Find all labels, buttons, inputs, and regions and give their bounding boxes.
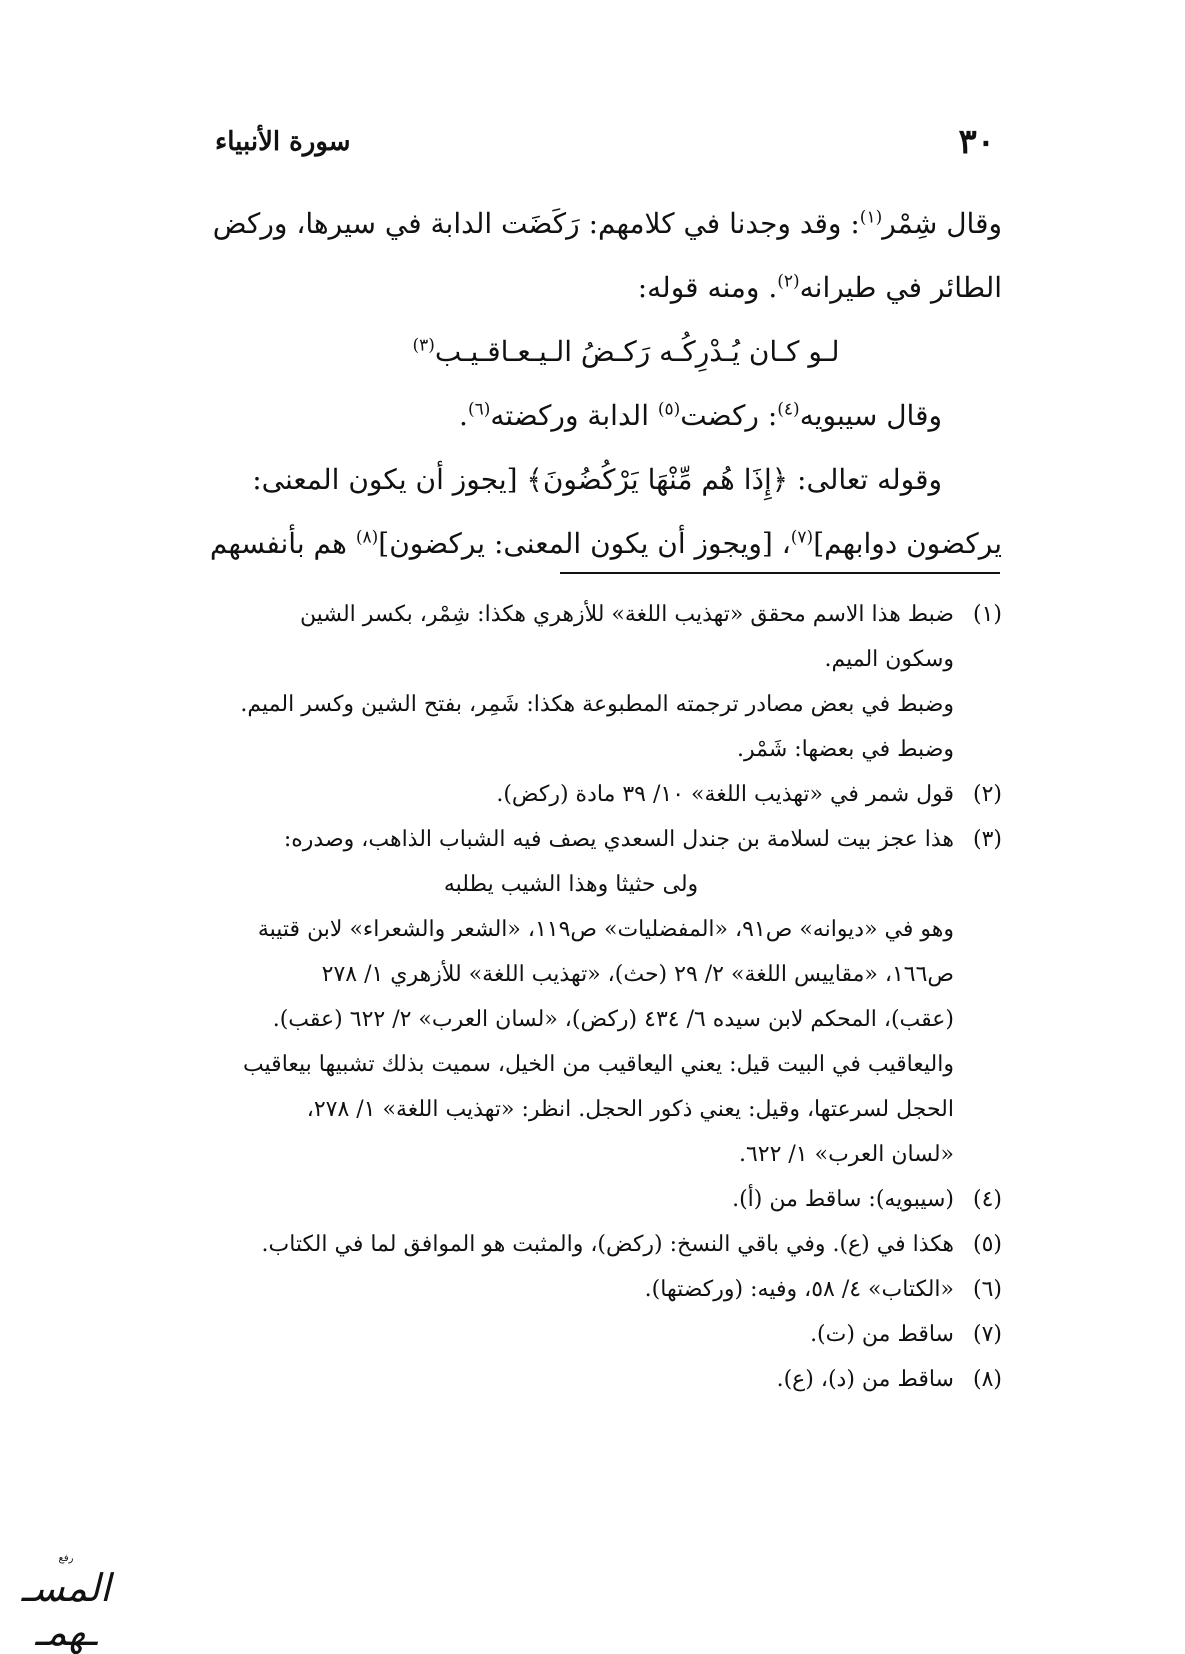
footnote-line: (٨)ساقط من (د)، (ع).: [776, 1367, 1002, 1392]
footnote-line: (٤)(سيبويه): ساقط من (أ).: [732, 1187, 1002, 1212]
footnote-line: (٣)هذا عجز بيت لسلامة بن جندل السعدي يصف فيه الشباب الذاهب، وصدره:: [283, 827, 1002, 852]
footnote-line: «لسان العرب» ١/ ٦٢٢.: [738, 1142, 954, 1167]
footnote-line: (٢)قول شمر في «تهذيب اللغة» ١٠/ ٣٩ مادة (ركض).: [496, 782, 1002, 807]
verse-line: لـو كـان يُـدْرِكُـه رَكـضُ الـيـعـاقـيـب$^{(٣)}$: [412, 335, 840, 368]
body-line: يركضون دوابهم]$^{(٧)}$، [ويجوز أن يكون المعنى: يركضون]$^{(٨)}$ هم بأنفسهم: [209, 527, 1002, 560]
page-number: ٣٠: [958, 122, 995, 162]
footnote-separator: [560, 572, 1000, 574]
body-line: وقال شِمْر$^{(١)}$: وقد وجدنا في كلامهم: رَكَضَت الدابة في سيرها، وركض: [212, 207, 1002, 240]
footnote-line: (١)ضبط هذا الاسم محقق «تهذيب اللغة» للأزهري هكذا: شِمْر، بكسر الشين: [299, 602, 1002, 627]
footnote-line: وهو في «ديوانه» ص٩١، «المفضليات» ص١١٩، «الشعر والشعراء» لابن قتيبة: [257, 917, 954, 942]
footnote-line: الحجل لسرعتها، وقيل: يعني ذكور الحجل. انظر: «تهذيب اللغة» ١/ ٢٧٨،: [306, 1097, 954, 1122]
footnote-line: وسكون الميم.: [824, 647, 954, 672]
page-header: [215, 112, 995, 172]
footnote-line: (٧)ساقط من (ت).: [810, 1322, 1002, 1347]
footnote-poem-line: ولى حثيثا وهذا الشيب يطلبه: [443, 872, 699, 897]
footnote-line: ص١٦٦، «مقاييس اللغة» ٢/ ٢٩ (حث)، «تهذيب اللغة» للأزهري ١/ ٢٧٨: [321, 962, 954, 987]
main-text: [140, 192, 1002, 576]
body-line: وقوله تعالى: ﴿إِذَا هُم مِّنْهَا يَرْكُضُونَ﴾ [يجوز أن يكون المعنى:: [252, 463, 942, 496]
watermark-logo: رفع المسـ ـهمـ: [21, 1553, 111, 1654]
footnote-line: وضبط في بعضها: شَمْر.: [736, 737, 954, 762]
footnotes: [140, 592, 1002, 1402]
footnote-line: (٦)«الكتاب» ٤/ ٥٨، وفيه: (وركضتها).: [644, 1277, 1002, 1302]
footnote-line: واليعاقيب في البيت قيل: يعني اليعاقيب من الخيل، سميت بذلك تشبيها بيعاقيب: [242, 1052, 954, 1077]
body-line: الطائر في طيرانه$^{(٢)}$. ومنه قوله:: [637, 271, 1002, 304]
surah-title: سورة الأنبياء: [215, 127, 351, 157]
footnote-line: وضبط في بعض مصادر ترجمته المطبوعة هكذا: شَمِر، بفتح الشين وكسر الميم.: [240, 692, 954, 717]
body-line: وقال سيبويه$^{(٤)}$: ركضت$^{(٥)}$ الدابة وركضته$^{(٦)}$.: [459, 399, 942, 432]
footnote-line: (٥)هكذا في (ع). وفي باقي النسخ: (ركض)، والمثبت هو الموافق لما في الكتاب.: [261, 1232, 1002, 1257]
footnote-line: (عقب)، المحكم لابن سيده ٦/ ٤٣٤ (ركض)، «لسان العرب» ٢/ ٦٢٢ (عقب).: [272, 1007, 954, 1032]
